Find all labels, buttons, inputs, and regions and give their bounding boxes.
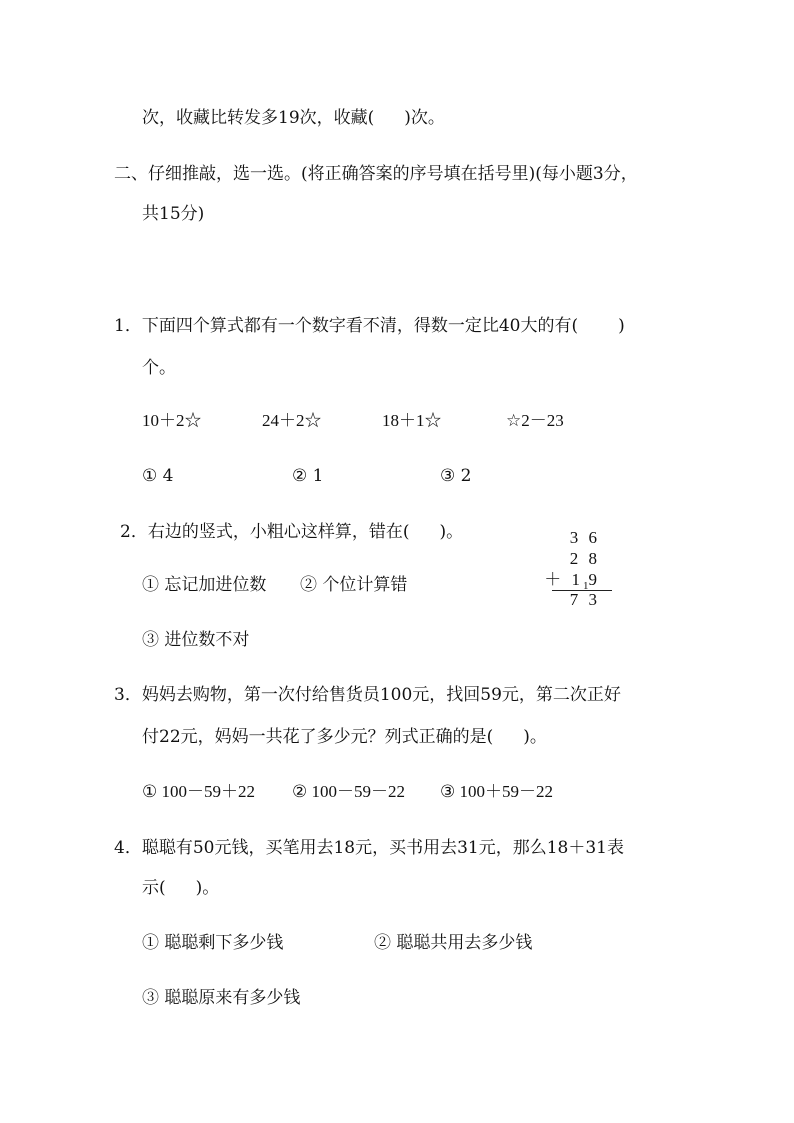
option-1[interactable]: ① 4 bbox=[142, 466, 174, 486]
option-2[interactable]: ② 聪聪共用去多少钱 bbox=[374, 933, 533, 953]
question-2-text: 2．右边的竖式，小粗心这样算，错在( bbox=[120, 522, 410, 542]
option-1[interactable]: ① 忘记加进位数 bbox=[142, 575, 267, 595]
question-1-text-line2: 个。 bbox=[142, 358, 176, 378]
option-3[interactable]: ③ 2 bbox=[440, 466, 472, 486]
section-title bbox=[114, 162, 638, 186]
expression-1: 10＋2☆ bbox=[142, 411, 202, 430]
question-4-stem-cont bbox=[142, 876, 219, 900]
question-1-text-end: ) bbox=[618, 316, 625, 336]
question-2-text-end: )。 bbox=[439, 522, 464, 542]
expression-3: 18＋1☆ bbox=[382, 411, 442, 430]
addend-3 bbox=[544, 570, 600, 592]
addend-2: 2 8 bbox=[569, 549, 600, 568]
question-3-text-line2: 付22元，妈妈一共花了多少元？列式正确的是( bbox=[142, 727, 494, 747]
section-title-line1: 二、仔细推敲，选一选。(将正确答案的序号填在括号里)(每小题3分， bbox=[114, 164, 638, 184]
carry-digit: 1 bbox=[583, 580, 589, 592]
option-2[interactable]: ② 个位计算错 bbox=[300, 575, 408, 595]
sum-result: 7 3 bbox=[569, 590, 600, 609]
question-4-text-end: )。 bbox=[195, 878, 220, 898]
vertical-addition bbox=[544, 526, 612, 616]
question-1-stem-cont bbox=[142, 356, 176, 380]
expression-2: 24＋2☆ bbox=[262, 411, 322, 430]
prev-question-text-end: )次。 bbox=[404, 108, 445, 128]
prev-question-tail bbox=[142, 106, 445, 130]
option-1[interactable]: ① 聪聪剩下多少钱 bbox=[142, 933, 284, 953]
option-2[interactable]: ② 1 bbox=[292, 466, 324, 486]
option-1[interactable]: ① 100－59＋22 bbox=[142, 782, 255, 801]
question-1-text: 1．下面四个算式都有一个数字看不清，得数一定比40大的有( bbox=[114, 316, 579, 336]
option-3[interactable]: ③ 聪聪原来有多少钱 bbox=[142, 988, 301, 1008]
question-4-text-line2: 示( bbox=[142, 878, 166, 898]
prev-question-text: 次，收藏比转发多19次，收藏( bbox=[142, 108, 375, 128]
question-3-stem-cont bbox=[142, 725, 547, 749]
question-4-stem bbox=[114, 836, 624, 860]
question-2-stem bbox=[120, 520, 463, 544]
expression-4: ☆2－23 bbox=[506, 411, 564, 430]
question-3-text-end: )。 bbox=[523, 727, 547, 747]
question-3-text: 3．妈妈去购物，第一次付给售货员100元，找回59元，第二次正好 bbox=[114, 685, 621, 705]
section-title-line2: 共15分) bbox=[142, 204, 205, 224]
addend-3-ones: 9 bbox=[588, 570, 600, 589]
question-4-text: 4．聪聪有50元钱，买笔用去18元，买书用去31元，那么18＋31表 bbox=[114, 838, 624, 858]
question-1-stem bbox=[114, 314, 625, 338]
option-3[interactable]: ③ 100＋59－22 bbox=[440, 782, 553, 801]
question-3-stem bbox=[114, 683, 621, 707]
addend-3-tens: ＋ 1 bbox=[544, 570, 583, 589]
addend-1: 3 6 bbox=[569, 528, 600, 547]
section-title-cont bbox=[142, 202, 204, 226]
option-3[interactable]: ③ 进位数不对 bbox=[142, 630, 250, 650]
option-2[interactable]: ② 100－59－22 bbox=[292, 782, 405, 801]
